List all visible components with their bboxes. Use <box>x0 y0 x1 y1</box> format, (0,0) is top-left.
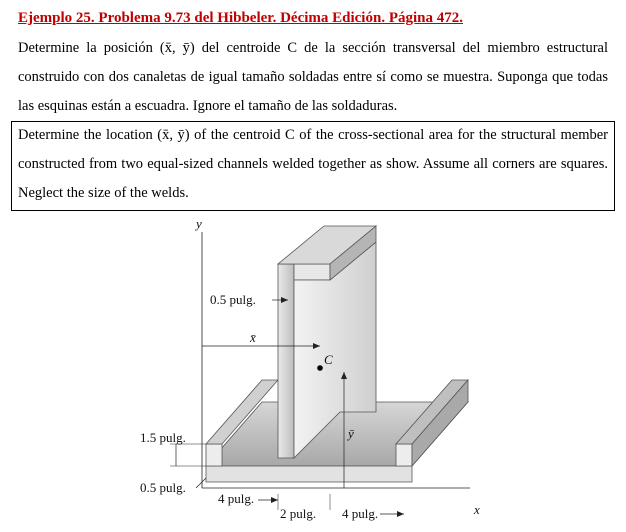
problem-statement-spanish: Determine la posición (x̄, ȳ) del centroide C de la sección transversal del miembro estructural construido con dos canaletas de igual tamaño soldadas entre sí como se muestra. Suponga que todas las esquinas están a escuadra. Ignore el tamaño de las soldaduras. <box>18 40 608 114</box>
dim-left-width-label: 4 pulg. <box>218 491 255 506</box>
dim-top-thickness-label: 0.5 pulg. <box>210 292 256 307</box>
x-axis-label: x <box>474 502 480 517</box>
english-statement-box <box>11 121 615 211</box>
dim-right-width-label: 4 pulg. <box>342 506 379 521</box>
dim-base-thickness-leader <box>196 478 206 488</box>
centroid-label: C <box>324 352 333 367</box>
dim-right-width-arrow <box>397 511 404 517</box>
dim-flange-height-label: 1.5 pulg. <box>140 430 186 445</box>
y-axis-label: y <box>196 216 202 231</box>
dim-web-width-label: 2 pulg. <box>280 506 317 521</box>
dim-base-thickness-label: 0.5 pulg. <box>140 480 186 495</box>
left-flange <box>206 444 222 466</box>
channel-section-figure <box>130 212 490 530</box>
centroid-point <box>317 365 323 371</box>
dim-left-width-arrow <box>271 497 278 503</box>
ybar-label: ȳ <box>348 426 354 441</box>
example-title: Ejemplo 25. Problema 9.73 del Hibbeler. Décima Edición. Página 472. <box>18 10 463 26</box>
right-flange <box>396 444 412 466</box>
vertical-channel-web <box>278 264 294 458</box>
xbar-label: x̄ <box>250 330 256 345</box>
base-channel-front <box>206 466 412 482</box>
problem-statement-english: Determine the location (x̄, ȳ) of the centroid C of the cross-sectional area for the structural member constructed from two equal-sized channels welded together as show. Assume all corners are squares. Neglect the size of the welds. <box>18 127 608 201</box>
